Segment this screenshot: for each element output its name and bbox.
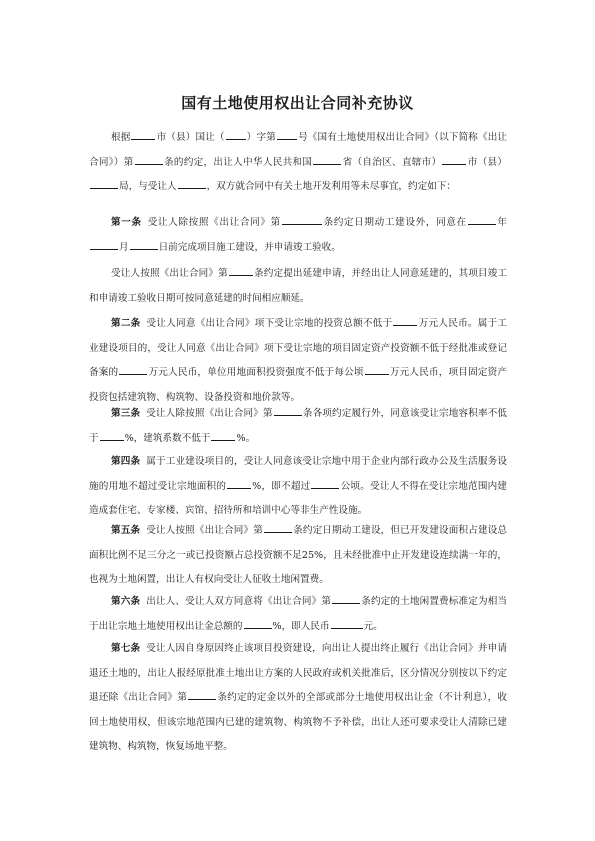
blank-field[interactable] — [130, 240, 158, 250]
article-label: 第五条 — [111, 525, 141, 536]
blank-field[interactable] — [229, 266, 253, 276]
document-title: 国有土地使用权出让合同补充协议 — [181, 94, 414, 112]
blank-field[interactable] — [311, 479, 339, 489]
article-1-extension: 受让人按照《出让合同》第 条约定提出延建申请，并经出让人同意延建的，其项目竣工和申请竣工验收日期可按同意延建的时间相应顺延。 — [89, 268, 508, 304]
article-2: 第二条 受让人同意《出让合同》项下受让宗地的投资总额不低于 万元人民币。属于工业建设项目的，受让人同意《出让合同》项下受让宗地的项目固定资产投资额不低于经批准或登记备案的 万元人民币，单位用地面积投资强度不低于每公顷 万元人民币，项目固定资产投资包括建筑物、构筑物、设备投资和地价款等。 — [89, 318, 508, 403]
blank-field[interactable] — [393, 316, 417, 326]
blank-field[interactable] — [313, 155, 341, 165]
article-label: 第二条 — [111, 318, 141, 329]
blank-field[interactable] — [119, 365, 147, 375]
article-label: 第四条 — [111, 456, 141, 467]
blank-field[interactable] — [244, 619, 272, 629]
blank-field[interactable] — [468, 215, 496, 225]
blank-field[interactable] — [131, 130, 155, 140]
blank-field[interactable] — [264, 523, 292, 533]
article-3: 第三条 受让人除按照《出让合同》第 条各项约定履行外，同意该受让宗地容积率不低于 %，建筑系数不低于 %。 — [89, 408, 508, 444]
blank-field[interactable] — [274, 406, 302, 416]
blank-field[interactable] — [178, 179, 206, 189]
blank-field[interactable] — [331, 619, 363, 629]
article-7: 第七条 受让人因自身原因终止该项目投资建设，向出让人提出终止履行《出让合同》并申请退还土地的，出让人报经原批准土地出让方案的人民政府或机关批准后，区分情况分别按以下约定退还除《出让合同》第 条约定的定金以外的全部或部分土地使用权出让金（不计利息），收回土地使用权，但该宗地范围内已建的建筑物、构筑物不予补偿，出让人还可要求受让人清除已建建筑物、构筑物，恢复场地平整。 — [89, 643, 508, 752]
blank-field[interactable] — [90, 179, 118, 189]
article-1: 第一条 受让人除按照《出让合同》第 条约定日期动工建设外，同意在 年月 日前完成项目施工建设，并申请竣工验收。 — [89, 211, 507, 260]
intro-paragraph: 根据 市（县）国让（ ）字第 号《国有土地使用权出让合同》（以下简称《出让合同》）第 条的约定，出让人中华人民共和国 省（自治区、直辖市） 市（县）局，与受让人 ，双方就合同中有关土地开发利用等未尽事宜，约定如下： — [89, 132, 508, 192]
blank-field[interactable] — [332, 594, 360, 604]
blank-field[interactable] — [211, 431, 235, 441]
blank-field[interactable] — [188, 690, 216, 700]
blank-field[interactable] — [135, 155, 163, 165]
article-5: 第五条 受让人按照《出让合同》第 条约定日期动工建设，但已开发建设面积占建设总面积比例不足三分之一或已投资额占总投资额不足25%，且未经批准中止开发建设连续满一年的，也视为土地闲置，出让人有权向受让人征收土地闲置费。 — [89, 525, 508, 585]
blank-field[interactable] — [227, 479, 251, 489]
blank-field[interactable] — [226, 130, 246, 140]
blank-field[interactable] — [282, 215, 322, 225]
article-label: 第七条 — [111, 643, 141, 654]
article-label: 第一条 — [111, 217, 142, 228]
blank-field[interactable] — [90, 240, 118, 250]
blank-field[interactable] — [277, 130, 297, 140]
article-label: 第六条 — [111, 596, 141, 607]
article-label: 第三条 — [111, 408, 141, 419]
article-4: 第四条 属于工业建设项目的，受让人同意该受让宗地中用于企业内部行政办公及生活服务设施的用地不超过受让宗地面积的 %，即不超过 公顷。受让人不得在受让宗地范围内建造成套住宅、专家楼、宾馆、招待所和培训中心等非生产性设施。 — [89, 456, 508, 516]
blank-field[interactable] — [442, 155, 466, 165]
article-6: 第六条 出让人、受让人双方同意将《出让合同》第 条约定的土地闲置费标准定为相当于出让宗地土地使用权出让金总额的 %，即人民币 元。 — [89, 596, 508, 632]
blank-field[interactable] — [100, 431, 124, 441]
blank-field[interactable] — [365, 365, 389, 375]
